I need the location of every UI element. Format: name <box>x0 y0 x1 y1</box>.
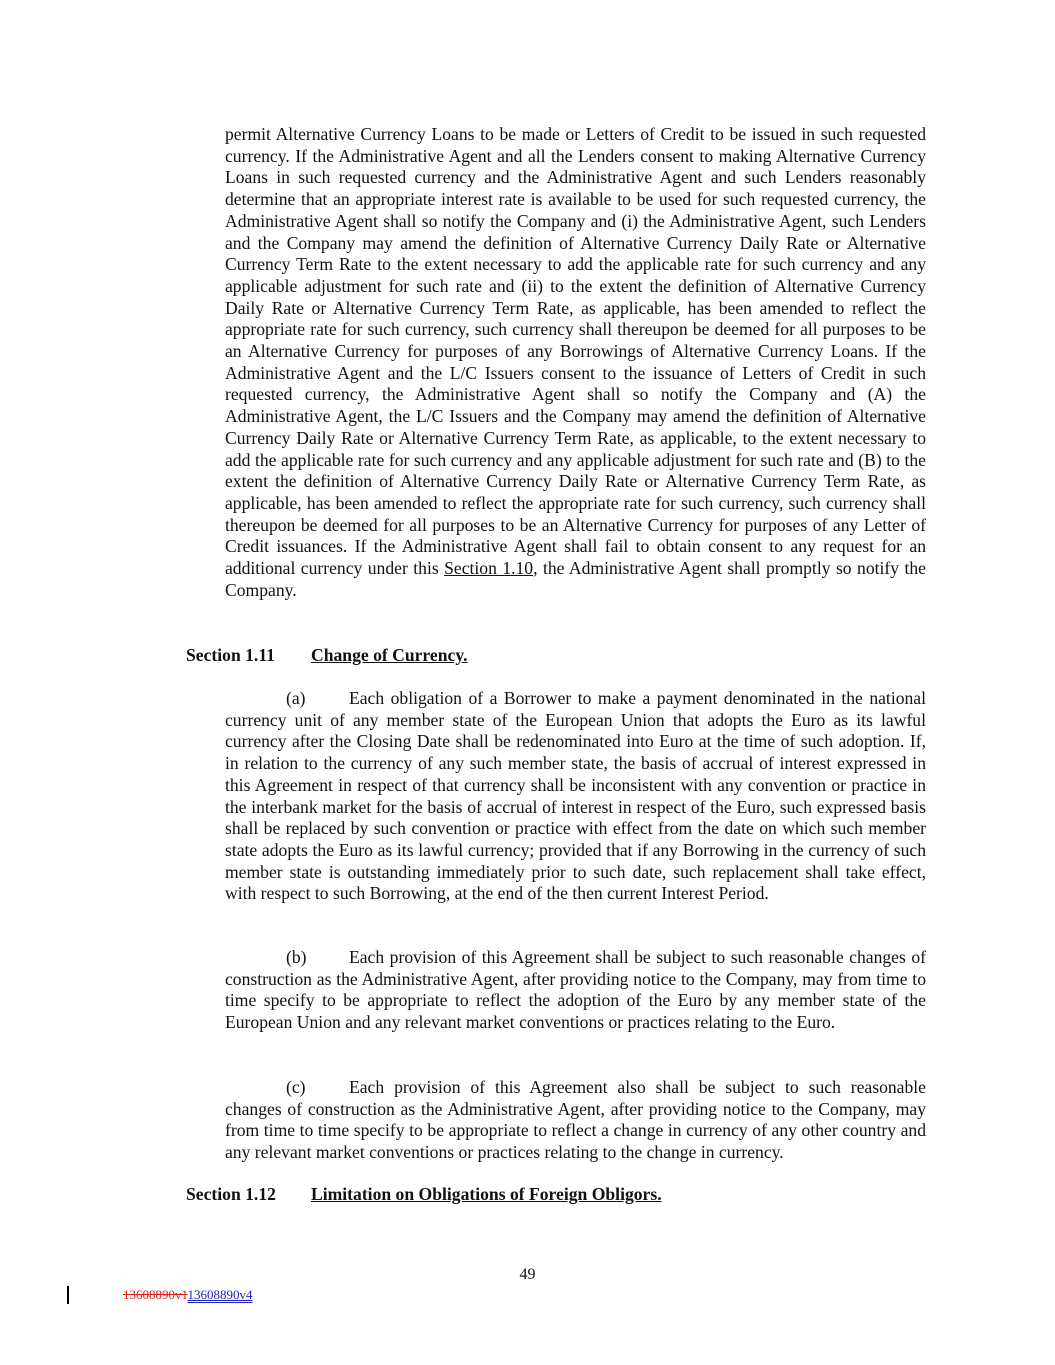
paragraph-text: Each provision of this Agreement also shall be subject to such reasonable changes of construction as the Administrative Agent, after providing notice to the Company, may from time to time specify to be appropriate to reflect a change in currency of any other country and any relevant market conventions or practices relating to the change in currency. <box>225 1077 926 1163</box>
section-title: Change of Currency. <box>311 645 468 665</box>
section-1-11-heading <box>186 645 468 667</box>
inserted-doc-id: 13608890v4 <box>187 1287 253 1302</box>
section-1-11-para-b <box>225 947 926 1034</box>
section-reference-link[interactable]: Section 1.10 <box>444 558 534 579</box>
section-number: Section 1.11 <box>186 645 275 665</box>
section-1-11-para-a <box>225 688 926 905</box>
section-1-11-para-c <box>225 1077 926 1164</box>
paragraph-text-end: , the Administrative Agent shall promptly so notify the Company. <box>225 558 926 600</box>
section-1-12-heading <box>186 1184 662 1206</box>
paragraph-label: (c) <box>286 1077 306 1097</box>
deleted-doc-id: 13608890v1 <box>123 1287 188 1302</box>
paragraph-label: (a) <box>286 688 306 708</box>
document-id <box>123 1287 253 1303</box>
section-number: Section 1.12 <box>186 1184 276 1204</box>
paragraph-text: permit Alternative Currency Loans to be made or Letters of Credit to be issued in such requested currency. If the Administrative Agent and all the Lenders consent to making Alternative Currency Loans in such requested currency and the Administrative Agent and such Lenders reasonably determine that an appropriate interest rate is available to be used for such requested currency, the Administrative Agent shall so notify the Company and (i) the Administrative Agent, such Lenders and the Company may amend the definition of Alternative Currency Daily Rate or Alternative Currency Term Rate to the extent necessary to add the applicable rate for such currency and any applicable adjustment for such rate and (ii) to the extent the definition of Alternative Currency Daily Rate or Alternative Currency Term Rate, as applicable, has been amended to reflect the appropriate rate for such currency, such currency shall thereupon be deemed for all purposes to be an Alternative Currency for purposes of any Borrowings of Alternative Currency Loans. If the Administrative Agent and the L/C Issuers consent to the issuance of Letters of Credit in such requested currency, the Administrative Agent shall so notify the Company and (A) the Administrative Agent, the L/C Issuers and the Company may amend the definition of Alternative Currency Daily Rate or Alternative Currency Term Rate, as applicable, to the extent necessary to add the applicable rate for such currency and any applicable adjustment for such rate and (B) to the extent the definition of Alternative Currency Daily Rate or Alternative Currency Term Rate, as applicable, has been amended to reflect the appropriate rate for such currency, such currency shall thereupon be deemed for all purposes to be an Alternative Currency for purposes of any Letter of Credit issuances. If the Administrative Agent shall fail to obtain consent to any request for an additional currency under this <box>225 124 926 579</box>
paragraph-text: Each obligation of a Borrower to make a payment denominated in the national currency unit of any member state of the European Union that adopts the Euro as its lawful currency after the Closing Date shall be redenominated into Euro at the time of such adoption. If, in relation to the currency of any such member state, the basis of accrual of interest expressed in this Agreement in respect of that currency shall be inconsistent with any convention or practice in the interbank market for the basis of accrual of interest in respect of the Euro, such expressed basis shall be replaced by such convention or practice with effect from the date on which such member state adopts the Euro as its lawful currency; provided that if any Borrowing in the currency of such member state is outstanding immediately prior to such date, such replacement shall take effect, with respect to such Borrowing, at the end of the then current Interest Period. <box>225 688 926 904</box>
paragraph-text: Each provision of this Agreement shall be subject to such reasonable changes of construction as the Administrative Agent, after providing notice to the Company, may from time to time specify to be appropriate to reflect the adoption of the Euro by any member state of the European Union and any relevant market conventions or practices relating to the Euro. <box>225 947 926 1033</box>
page-number: 49 <box>519 1266 536 1283</box>
section-title: Limitation on Obligations of Foreign Obligors. <box>311 1184 662 1204</box>
paragraph-label: (b) <box>286 947 307 967</box>
continuation-paragraph <box>225 124 926 601</box>
change-bar-marker <box>67 1286 69 1304</box>
